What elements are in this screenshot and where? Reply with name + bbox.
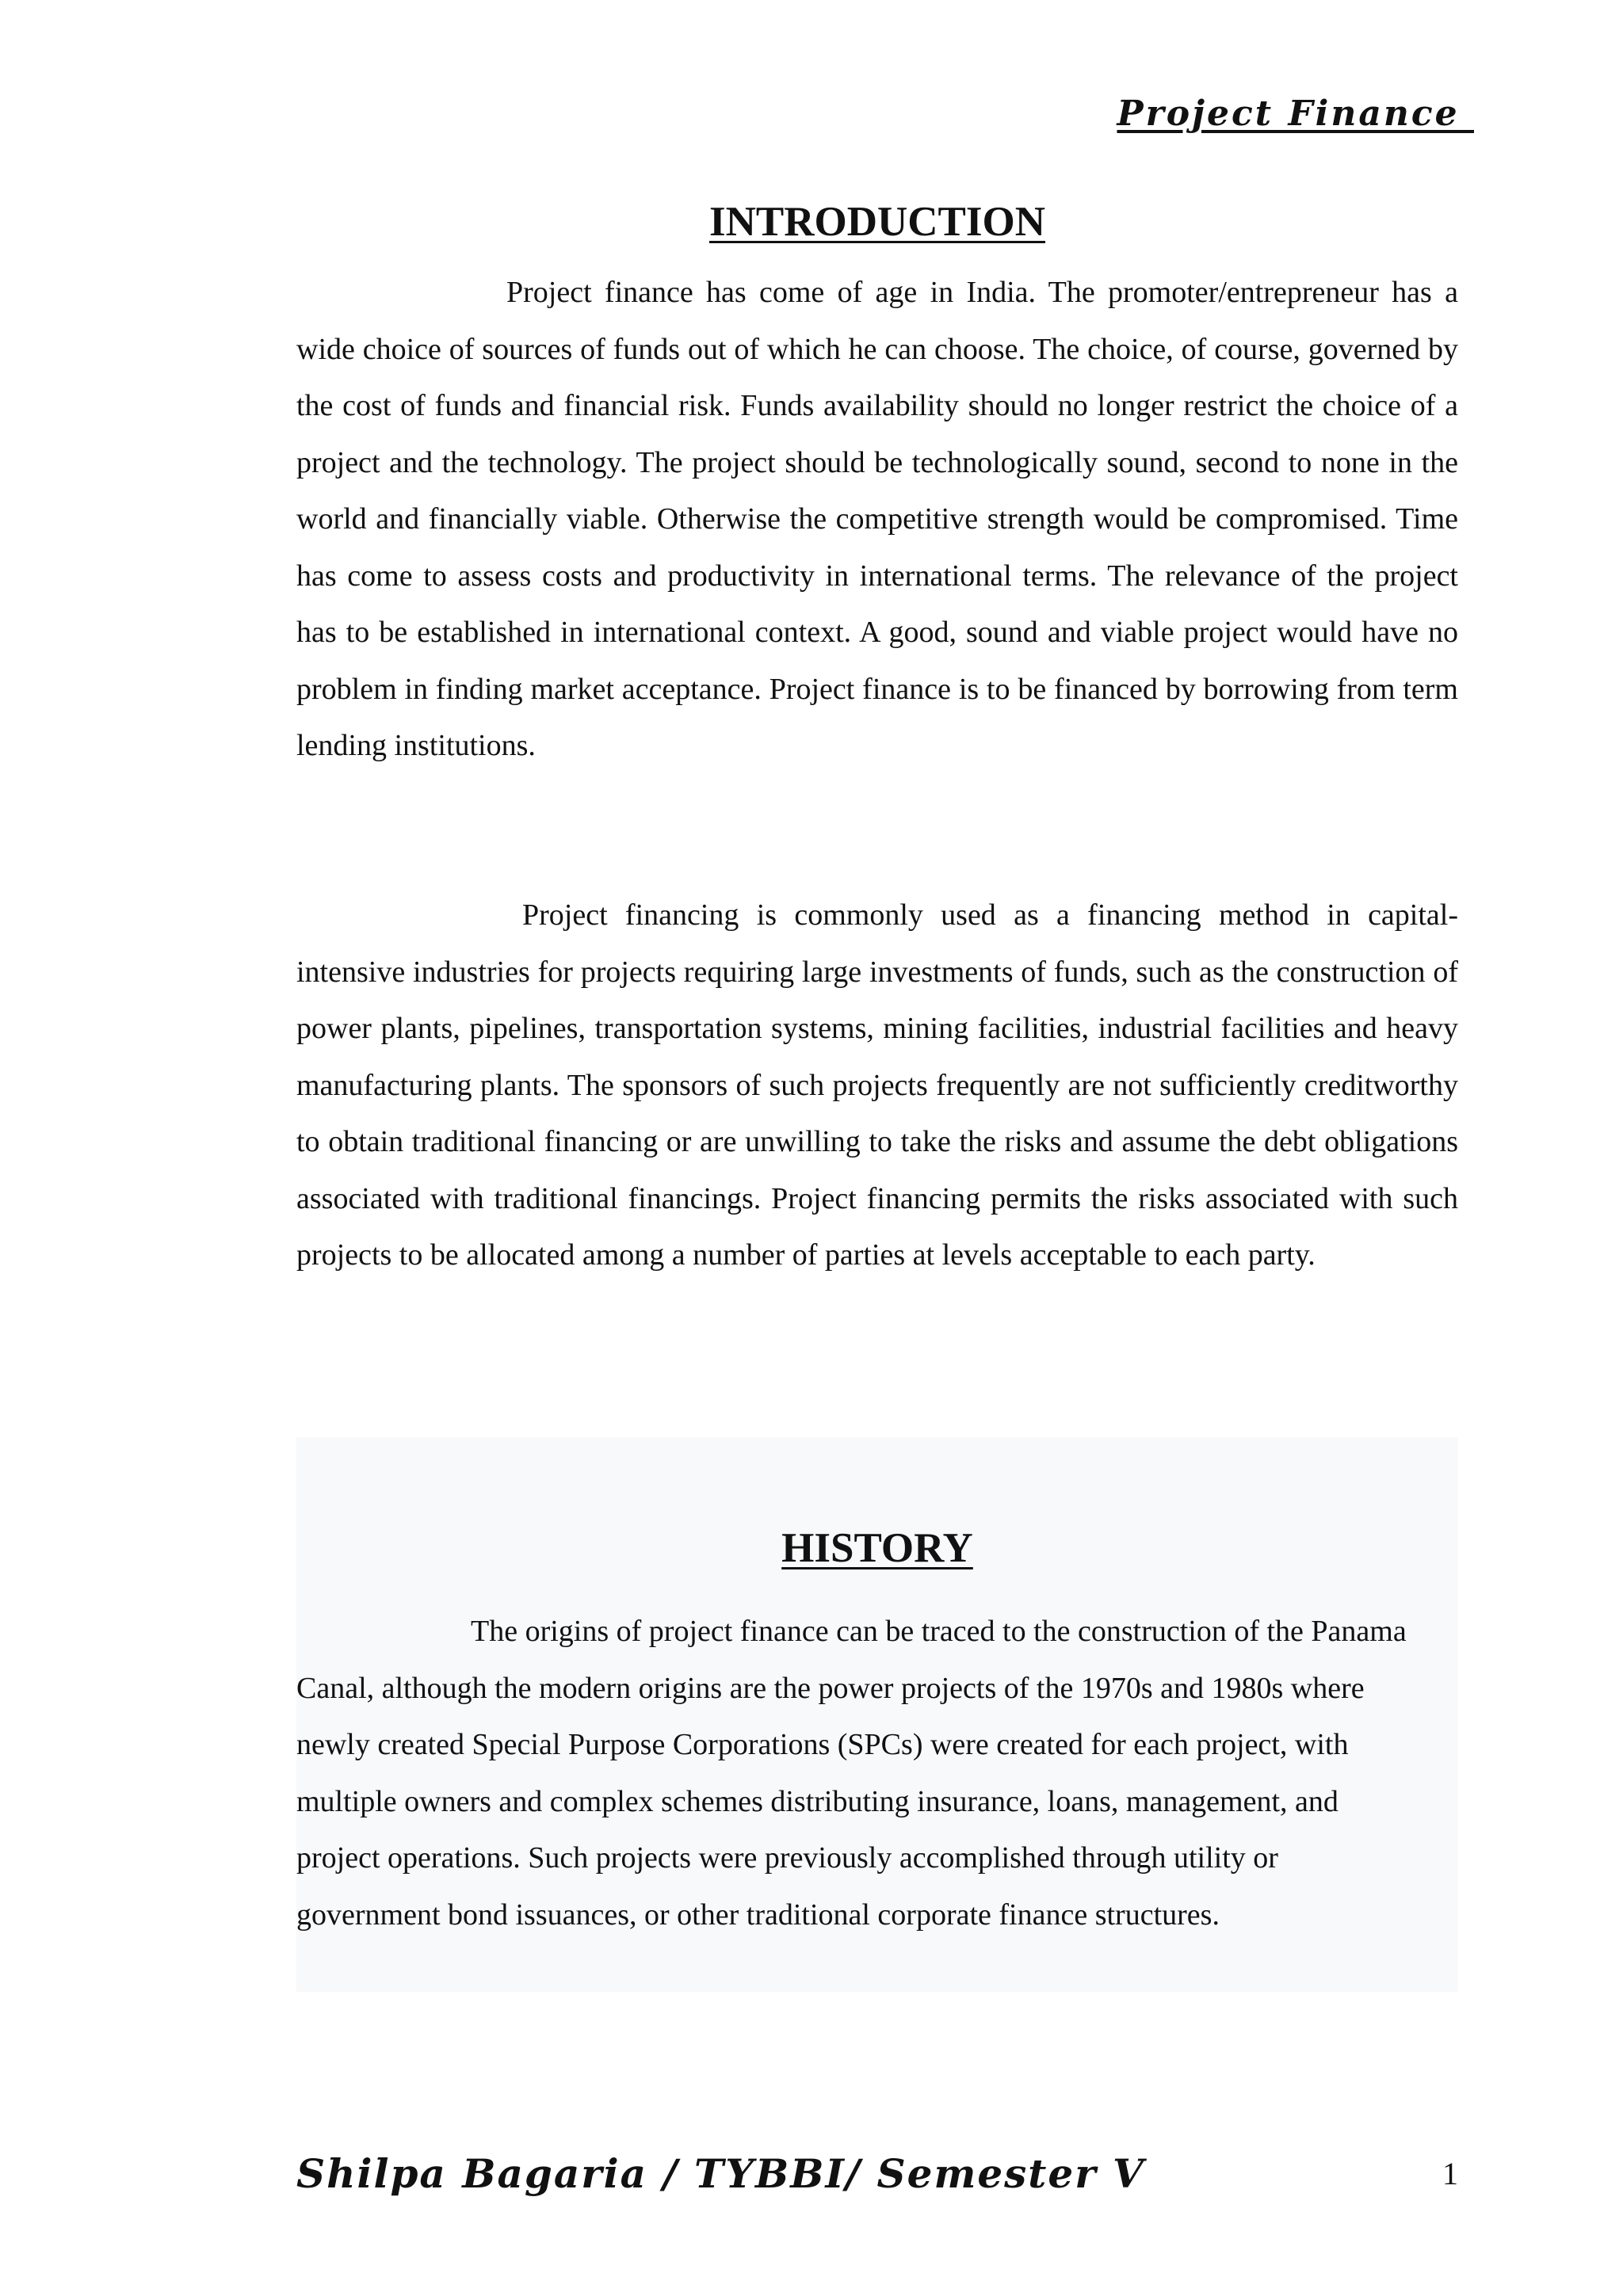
history-heading: HISTORY — [781, 1525, 973, 1571]
introduction-paragraph-1: Project finance has come of age in India. The promoter/entrepreneur has a wide choice of sources of funds out of which he can choose. The choice, of course, governed by the cost of funds and financial risk. Funds availability should no longer restrict the choice of a project and the technology. The project should be technologically sound, second to none in the world and financially viable. Otherwise the competitive strength would be compromised. Time has come to assess costs and productivity in international terms. The relevance of the project has to be established in international context. A good, sound and viable project would have no problem in finding market acceptance. Project finance is to be financed by borrowing from term lending institutions. — [296, 276, 1458, 762]
history-paragraph-1: The origins of project finance can be traced to the construction of the Panama Canal, although the modern origins are the power projects of the 1970s and 1980s where newly created Special Purpose Corporations (SPCs) were created for each project, with multiple owners and complex schemes distributing insurance, loans, management, and project operations. Such projects were previously accomplished through utility or government bond issuances, or other traditional corporate finance structures. — [296, 1615, 1407, 1932]
footer-author-line: Shilpa Bagaria / TYBBI/ Semester V — [296, 2150, 1145, 2197]
introduction-paragraph-2: Project financing is commonly used as a financing method in capital-intensive industries for projects requiring large investments of funds, such as the construction of power plants, pipelines, transportation systems, mining facilities, industrial facilities and heavy manufacturing plants. The sponsors of such projects frequently are not sufficiently creditworthy to obtain traditional financing or are unwilling to take the risks and assume the debt obligations associated with traditional financings. Project financing permits the risks associated with such projects to be allocated among a number of parties at levels acceptable to each party. — [296, 898, 1458, 1272]
introduction-heading: INTRODUCTION — [708, 199, 1046, 245]
page-number: 1 — [1442, 2156, 1458, 2191]
running-header-title: Project Finance — [1117, 93, 1474, 134]
